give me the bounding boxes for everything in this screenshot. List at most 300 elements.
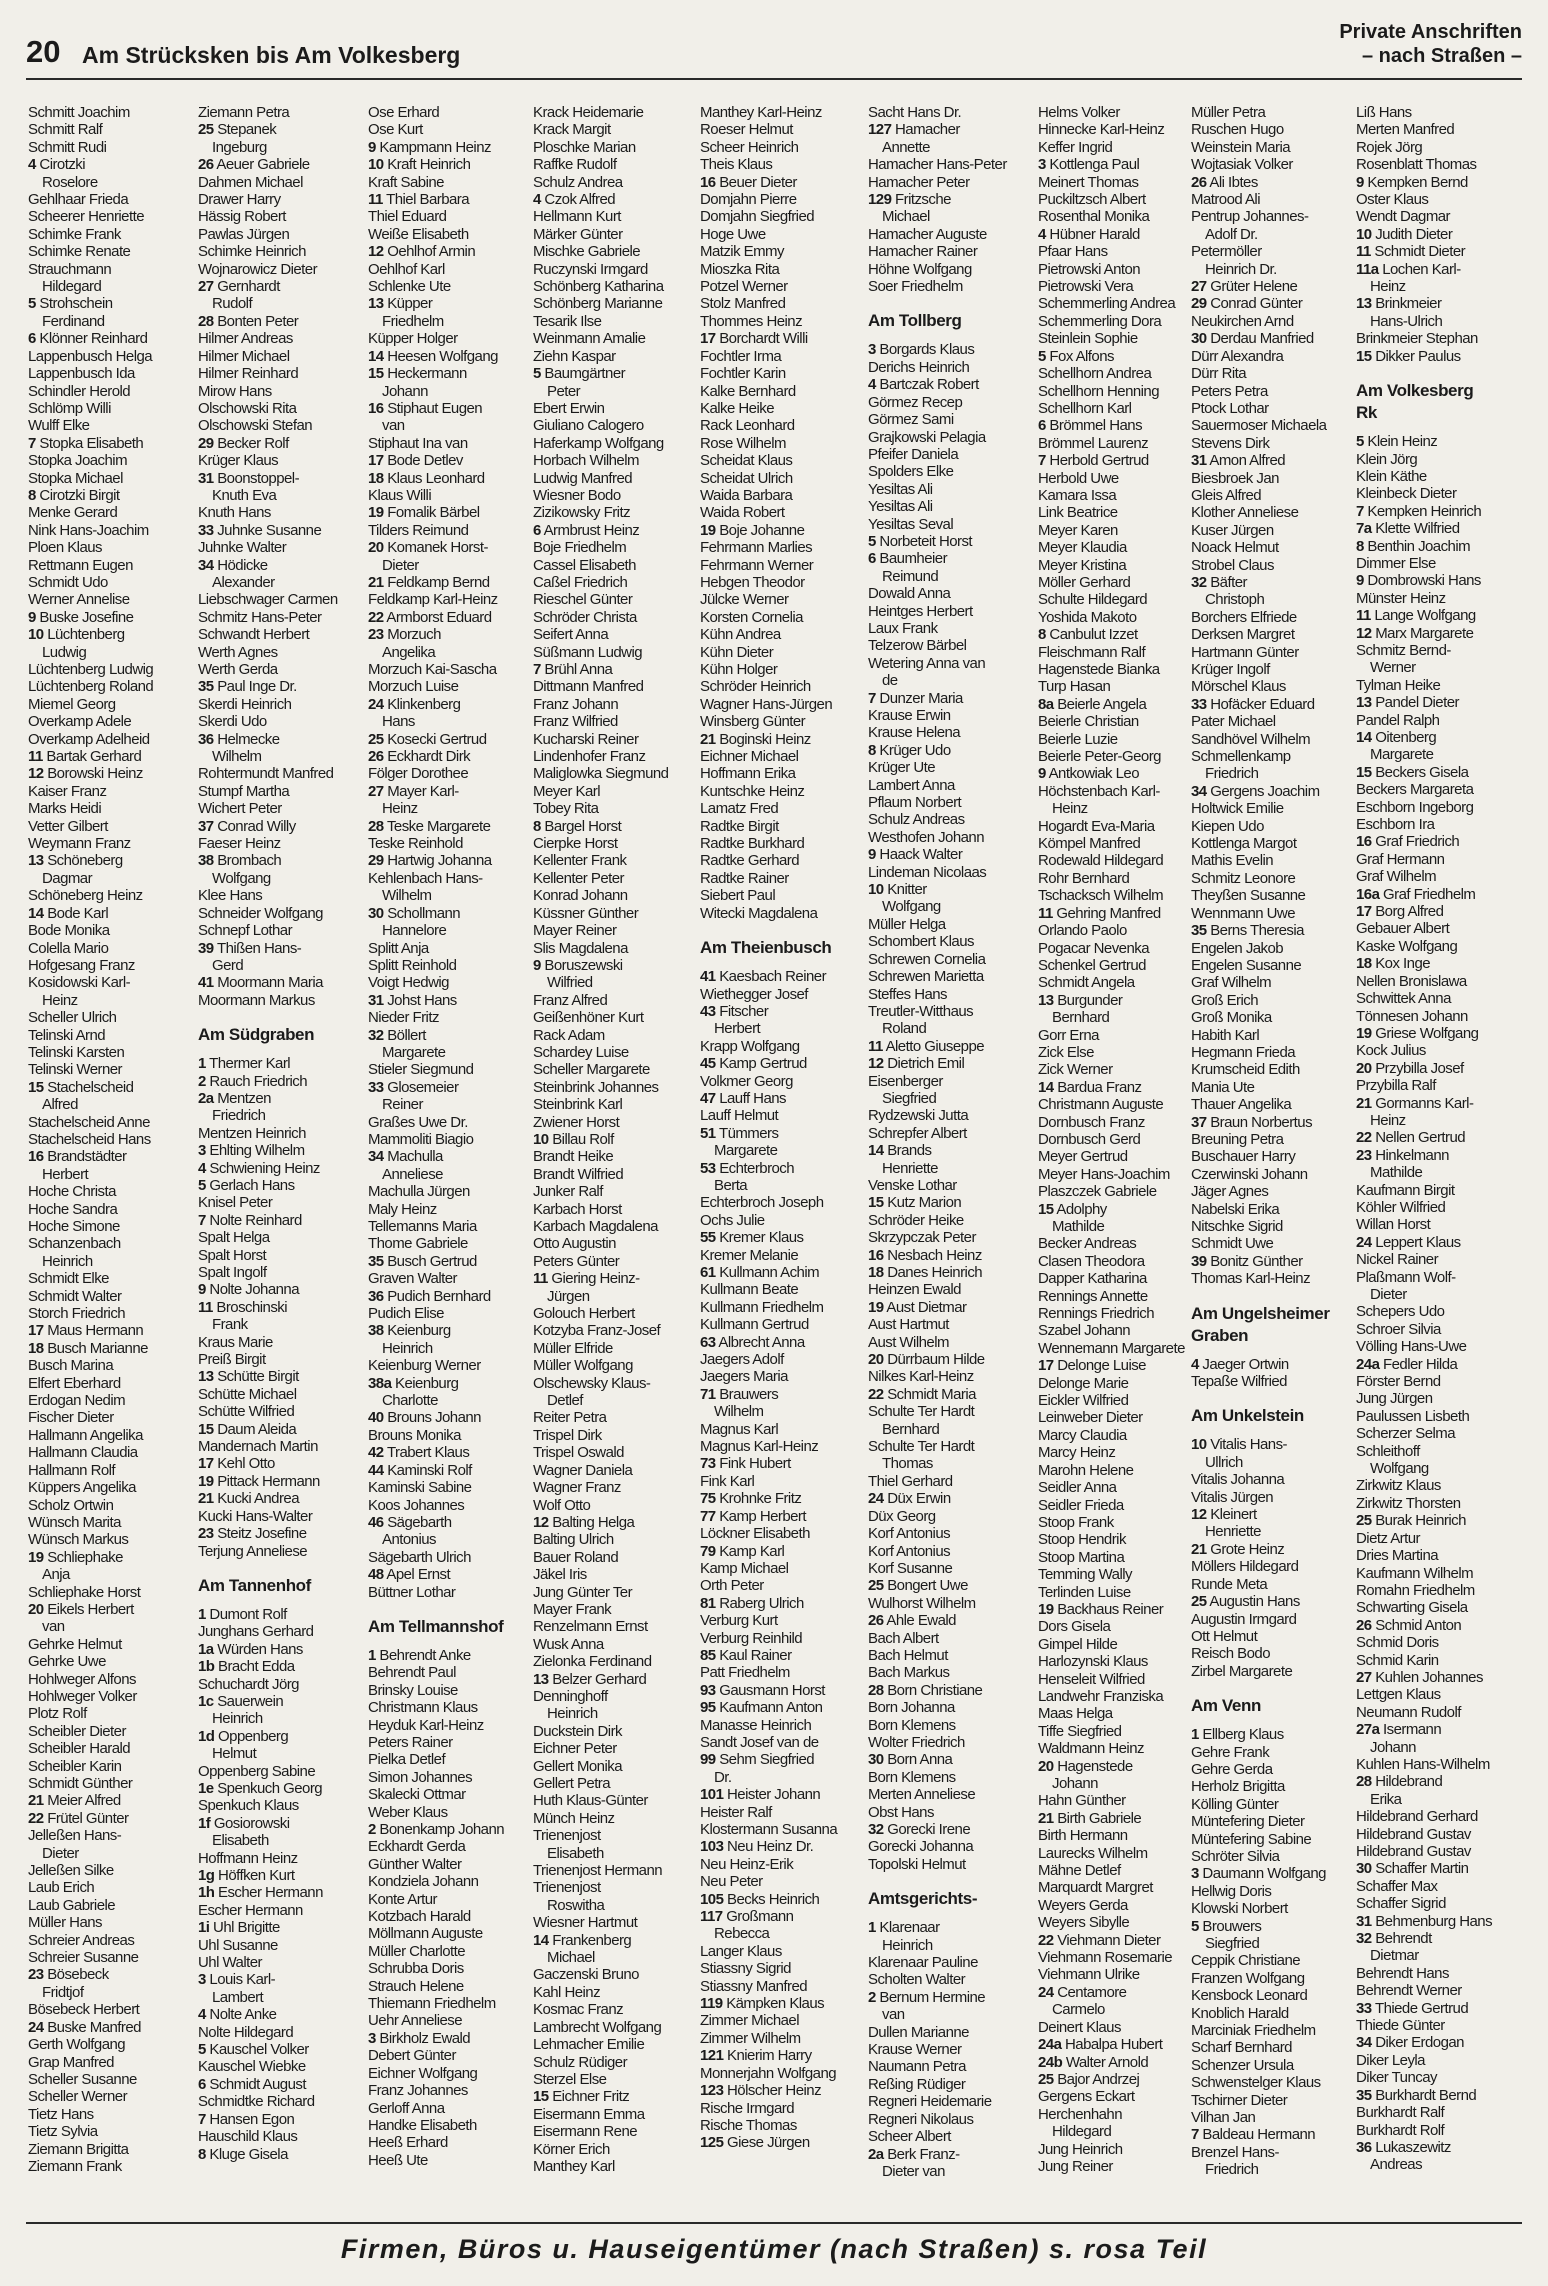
resident-name: Eschborn Ingeborg (1356, 798, 1474, 816)
resident-name: Scheer Albert (868, 2128, 951, 2146)
resident-entry (1191, 1883, 1353, 1900)
resident-name: Karbach Magdalena (533, 1218, 658, 1235)
resident-entry (868, 550, 1030, 567)
resident-entry (1191, 226, 1353, 243)
resident-name: Roeser Helmut (700, 121, 793, 139)
resident-entry (533, 678, 695, 695)
house-number: 1h (198, 1884, 215, 1902)
resident-name: Schmidt Uwe (1191, 1235, 1274, 1253)
resident-entry (1356, 572, 1518, 589)
resident-name: Schmidt Angela (1038, 974, 1135, 992)
resident-name: Machulla (387, 1148, 443, 1166)
house-number: 3 (868, 341, 876, 359)
resident-name: Beierle Angela (1057, 695, 1147, 713)
resident-name: Peters Petra (1191, 382, 1268, 400)
resident-entry (368, 1925, 530, 1942)
resident-name: Skrzypczak Peter (868, 1229, 976, 1247)
resident-name: Petermöller (1191, 243, 1262, 261)
house-number: 19 (700, 521, 716, 539)
resident-entry (700, 557, 862, 574)
resident-name: Schmid Karin (1356, 1651, 1439, 1669)
house-number: 2a (868, 2145, 884, 2163)
resident-entry (700, 435, 862, 452)
resident-name: Müller Petra (1191, 104, 1266, 121)
resident-entry (198, 1351, 360, 1368)
resident-entry (1191, 2144, 1353, 2161)
resident-name: Wennmann Uwe (1191, 904, 1296, 922)
resident-entry (700, 1351, 862, 1368)
resident-name: Hamacher Rainer (868, 243, 978, 261)
resident-entry (198, 139, 360, 156)
resident-entry (198, 661, 360, 678)
resident-entry (1191, 121, 1353, 138)
resident-entry (868, 1937, 1030, 1954)
resident-entry (700, 226, 862, 243)
house-number: 35 (1356, 2086, 1372, 2104)
resident-name: Beckers Gisela (1375, 763, 1469, 781)
resident-entry (700, 400, 862, 417)
resident-entry (1191, 940, 1353, 957)
resident-name: Erika (1370, 1790, 1402, 1808)
house-number: 26 (198, 156, 214, 174)
house-number: 13 (1356, 694, 1372, 712)
resident-entry (533, 348, 695, 365)
resident-name: Antonius (382, 1531, 436, 1549)
resident-name: Schemmerling Andrea (1038, 295, 1176, 313)
resident-entry (533, 1879, 695, 1896)
section-label (1339, 20, 1522, 68)
resident-entry (868, 2076, 1030, 2093)
resident-name: Kosidowski Karl- (28, 974, 131, 992)
resident-entry (28, 1601, 190, 1618)
resident-entry (1356, 2052, 1518, 2069)
resident-name: Christoph (1205, 591, 1265, 609)
house-number: 40 (368, 1409, 384, 1427)
resident-name: Friedrich (212, 1107, 266, 1125)
resident-entry (28, 1235, 190, 1252)
resident-entry (700, 348, 862, 365)
resident-name: Gehre Gerda (1191, 1760, 1273, 1778)
resident-name: Klother Anneliese (1191, 504, 1299, 522)
resident-entry (700, 2030, 862, 2047)
resident-name: Hagenstede (1057, 1757, 1133, 1775)
resident-name: Reiner (382, 1096, 423, 1114)
resident-name: Cirotzki Birgit (39, 486, 120, 504)
resident-name: Jaeger Ortwin (1202, 1355, 1289, 1373)
resident-entry (198, 313, 360, 330)
resident-name: Hildebrand Gerhard (1356, 1808, 1478, 1826)
resident-entry (1191, 104, 1353, 121)
resident-entry (368, 348, 530, 365)
resident-entry (368, 1340, 530, 1357)
resident-entry (198, 748, 360, 765)
house-number: 9 (533, 956, 541, 974)
resident-name: Hellmann Kurt (533, 208, 621, 226)
resident-name: Mathilde (1370, 1164, 1423, 1182)
house-number: 3 (1038, 156, 1046, 174)
resident-entry (533, 765, 695, 782)
resident-entry (868, 1734, 1030, 1751)
resident-name: Hoche Simone (28, 1218, 120, 1235)
resident-name: Hildebrand Gustav (1356, 1843, 1471, 1860)
resident-entry (1038, 504, 1200, 521)
resident-entry (1191, 1096, 1353, 1113)
resident-name: Raffke Rudolf (533, 156, 617, 174)
resident-name: Grote Heinz (1210, 1540, 1285, 1558)
house-number: 37 (1191, 1113, 1207, 1131)
resident-name: Behrendt Hans (1356, 1964, 1449, 1982)
resident-entry (1356, 1947, 1518, 1964)
resident-name: Drawer Harry (198, 191, 281, 209)
resident-entry (700, 1769, 862, 1786)
resident-name: Theyßen Susanne (1191, 887, 1306, 905)
resident-name: Moormann Maria (217, 974, 323, 992)
resident-entry (700, 870, 862, 887)
house-number: 36 (368, 1287, 384, 1305)
resident-name: Heinrich (212, 1710, 263, 1728)
resident-entry (198, 452, 360, 469)
resident-name: Jelleßen Hans- (28, 1827, 122, 1845)
resident-entry (1038, 1845, 1200, 1862)
resident-entry (868, 1020, 1030, 1037)
resident-name: Schmidt Walter (28, 1287, 122, 1305)
resident-entry (198, 243, 360, 260)
resident-entry (1356, 1547, 1518, 1564)
resident-entry (368, 1717, 530, 1734)
resident-entry (700, 1751, 862, 1768)
resident-name: Morzuch (387, 626, 441, 644)
resident-name: Wilhelm (714, 1403, 764, 1421)
resident-entry (28, 1810, 190, 1827)
house-number: 8 (198, 2145, 206, 2163)
resident-entry (1356, 2087, 1518, 2104)
resident-entry (1356, 607, 1518, 624)
resident-entry (533, 957, 695, 974)
house-number: 117 (700, 1908, 723, 1926)
resident-entry (1191, 1900, 1353, 1917)
resident-entry (368, 1392, 530, 1409)
house-number: 11 (868, 1037, 883, 1055)
resident-name: Wolf Otto (533, 1496, 591, 1514)
resident-entry (198, 1543, 360, 1560)
house-number: 33 (1356, 1999, 1372, 2017)
house-number: 6 (868, 550, 876, 568)
house-number: 20 (1038, 1757, 1054, 1775)
house-number: 7 (1356, 502, 1364, 520)
resident-entry (28, 1497, 190, 1514)
resident-name: Hebgen Theodor (700, 573, 805, 591)
resident-entry (700, 1386, 862, 1403)
resident-entry (1038, 1897, 1200, 1914)
resident-entry (1038, 1166, 1200, 1183)
resident-entry (28, 1027, 190, 1044)
resident-name: Bonten Peter (217, 312, 299, 330)
resident-name: Gimpel Hilde (1038, 1635, 1118, 1653)
resident-name: Lambert Anna (868, 776, 955, 794)
resident-name: Fink Karl (700, 1472, 755, 1490)
house-number: 27 (198, 278, 214, 296)
resident-name: Meyer Hans-Joachim (1038, 1165, 1170, 1183)
resident-entry (1038, 870, 1200, 887)
resident-name: Regneri Nikolaus (868, 2110, 974, 2128)
house-number: 15 (368, 365, 384, 383)
resident-name: Feldkamp Karl-Heinz (368, 591, 498, 609)
resident-entry (1356, 1443, 1518, 1460)
resident-name: Schmitt Joachim (28, 104, 130, 121)
resident-entry (1191, 957, 1353, 974)
resident-name: Krause Erwin (868, 707, 951, 724)
resident-name: Löckner Elisabeth (700, 1525, 810, 1543)
resident-entry (1191, 313, 1353, 330)
resident-entry (533, 1810, 695, 1827)
resident-entry (28, 2106, 190, 2123)
resident-name: Eichner Michael (700, 748, 799, 766)
house-number: 1 (368, 1646, 376, 1664)
resident-entry (198, 2024, 360, 2041)
resident-name: Karbach Horst (533, 1200, 622, 1218)
resident-entry (1191, 870, 1353, 887)
resident-name: Szabel Johann (1038, 1322, 1131, 1340)
resident-entry (1038, 1618, 1200, 1635)
resident-name: Stopka Elisabeth (39, 434, 144, 452)
resident-entry (1356, 1042, 1518, 1059)
resident-entry (1038, 1497, 1200, 1514)
resident-entry (868, 2128, 1030, 2145)
resident-entry (368, 2100, 530, 2117)
resident-name: Graf Hermann (1356, 850, 1445, 868)
resident-name: Bajor Andrzej (1057, 2070, 1140, 2088)
resident-name: Tümmers (718, 1124, 779, 1142)
resident-name: Lettgen Klaus (1356, 1686, 1441, 1704)
resident-entry (28, 121, 190, 138)
resident-entry (868, 446, 1030, 463)
resident-name: Christmann Klaus (368, 1699, 478, 1717)
resident-entry (868, 1971, 1030, 1988)
resident-entry (1191, 522, 1353, 539)
resident-name: Brandstädter (47, 1148, 127, 1166)
resident-entry (28, 765, 190, 782)
resident-name: Fox Alfons (1049, 347, 1114, 365)
resident-entry (533, 574, 695, 591)
resident-name: de (882, 672, 898, 690)
resident-name: Kucharski Reiner (533, 730, 639, 748)
resident-entry (700, 1630, 862, 1647)
resident-name: Willan Horst (1356, 1216, 1431, 1234)
resident-entry (368, 278, 530, 295)
resident-name: Wilfried (547, 974, 593, 992)
resident-entry (28, 1862, 190, 1879)
resident-entry (868, 1403, 1030, 1420)
house-number: 25 (1356, 1512, 1372, 1530)
resident-name: Neukirchen Arnd (1191, 312, 1294, 330)
house-number: 26 (868, 1612, 884, 1630)
footer-note: Firmen, Büros u. Hauseigentümer (nach Straßen) s. rosa Teil (26, 2222, 1522, 2274)
resident-entry (1038, 295, 1200, 312)
resident-entry (1038, 2123, 1200, 2140)
resident-name: Angelika (382, 643, 436, 661)
resident-name: Schmitz Leonore (1191, 869, 1296, 887)
resident-name: Schulte Hildegard (1038, 591, 1148, 609)
house-number: 125 (700, 2134, 724, 2152)
resident-entry (198, 539, 360, 556)
house-number: 18 (28, 1339, 44, 1357)
resident-name: Schardey Luise (533, 1043, 629, 1061)
resident-name: Conrad Günter (1210, 295, 1303, 313)
page-header (26, 20, 1522, 80)
resident-name: Friedrich (1205, 2161, 1259, 2179)
resident-name: Eichner Fritz (552, 2088, 630, 2106)
resident-name: Steffes Hans (868, 985, 948, 1003)
resident-name: Bach Helmut (868, 1646, 948, 1664)
resident-entry (1038, 121, 1200, 138)
resident-entry (1191, 974, 1353, 991)
resident-name: Konte Artur (368, 1890, 437, 1908)
resident-entry (28, 278, 190, 295)
resident-entry (1038, 748, 1200, 765)
resident-entry (368, 957, 530, 974)
resident-name: Dürrbaum Hilde (887, 1351, 985, 1369)
resident-entry (700, 1786, 862, 1803)
resident-entry (368, 1873, 530, 1890)
resident-name: Knuth Eva (212, 486, 277, 504)
resident-name: Ludwig Manfred (533, 469, 633, 487)
resident-entry (533, 1740, 695, 1757)
house-number: 16 (868, 1246, 884, 1264)
resident-name: Schröter Silvia (1191, 1847, 1280, 1865)
resident-name: Seidler Anna (1038, 1479, 1117, 1497)
resident-name: Wetering Anna van (868, 654, 986, 672)
resident-entry (368, 1479, 530, 1496)
resident-entry (533, 121, 695, 138)
resident-entry (868, 341, 1030, 358)
resident-name: Körner Erich (533, 2140, 610, 2158)
resident-name: Hinnecke Karl-Heinz (1038, 121, 1165, 139)
resident-name: Terlinden Luise (1038, 1583, 1131, 1601)
resident-entry (1356, 1408, 1518, 1425)
house-number: 21 (368, 573, 384, 591)
resident-entry (1356, 1008, 1518, 1025)
resident-entry (868, 1717, 1030, 1734)
resident-entry (1191, 2005, 1353, 2022)
resident-name: Telinski Werner (28, 1061, 123, 1079)
resident-name: Neumann Rudolf (1356, 1703, 1461, 1721)
resident-entry (1038, 330, 1200, 347)
house-number: 121 (700, 2047, 724, 2065)
resident-entry (1038, 591, 1200, 608)
house-number: 16 (1356, 833, 1372, 851)
resident-entry (368, 1427, 530, 1444)
resident-entry (198, 1693, 360, 1710)
resident-entry (533, 1775, 695, 1792)
resident-entry (1038, 992, 1200, 1009)
resident-entry (1038, 452, 1200, 469)
resident-entry (368, 818, 530, 835)
resident-entry (198, 1090, 360, 1107)
resident-entry (1356, 642, 1518, 659)
resident-name: Obst Hans (868, 1803, 934, 1821)
house-number: 29 (198, 434, 214, 452)
resident-name: Wendt Dagmar (1356, 208, 1450, 226)
resident-entry (533, 1340, 695, 1357)
resident-entry (198, 1832, 360, 1849)
house-number: 38 (368, 1322, 384, 1340)
resident-name: Spenkuch Klaus (198, 1797, 299, 1815)
house-number: 18 (368, 469, 384, 487)
resident-name: Marx Margarete (1375, 624, 1474, 642)
resident-entry (368, 1549, 530, 1566)
resident-entry (700, 1699, 862, 1716)
resident-name: Tietz Sylvia (28, 2123, 98, 2141)
resident-name: Schellhorn Karl (1038, 399, 1132, 417)
house-number: 25 (1191, 1593, 1207, 1611)
resident-entry (28, 1845, 190, 1862)
resident-entry (1191, 174, 1353, 191)
house-number: 26 (368, 748, 384, 766)
resident-name: Gormanns Karl- (1375, 1094, 1474, 1112)
resident-name: Hoffmann Heinz (198, 1849, 298, 1867)
resident-entry (700, 1838, 862, 1855)
house-number: 44 (368, 1461, 384, 1479)
resident-entry (868, 2058, 1030, 2075)
resident-entry (1038, 609, 1200, 626)
resident-name: Margarete (1370, 746, 1434, 764)
house-number: 24 (368, 695, 384, 713)
resident-entry (1191, 2057, 1353, 2074)
resident-entry (28, 1201, 190, 1218)
resident-entry (198, 226, 360, 243)
resident-name: Henseleit Wilfried (1038, 1670, 1145, 1688)
resident-name: Kaske Wolfgang (1356, 937, 1458, 955)
resident-entry (1191, 1506, 1353, 1523)
house-number: 22 (28, 1809, 44, 1827)
house-number: 14 (868, 1142, 884, 1160)
resident-name: Ali Ibtes (1209, 173, 1258, 191)
resident-entry (1191, 1663, 1353, 1680)
resident-entry (28, 748, 190, 765)
resident-entry (1038, 2001, 1200, 2018)
resident-entry (868, 777, 1030, 794)
resident-name: Hofgesang Franz (28, 956, 135, 974)
resident-name: Laub Erich (28, 1879, 95, 1897)
resident-name: Erdogan Nedim (28, 1392, 126, 1410)
resident-entry (368, 191, 530, 208)
resident-name: Ziemann Frank (28, 2157, 122, 2175)
resident-name: Bracht Edda (218, 1658, 295, 1676)
resident-entry (700, 1281, 862, 1298)
resident-name: Echterbroch Joseph (700, 1194, 824, 1212)
resident-entry (533, 1723, 695, 1740)
resident-entry (198, 295, 360, 312)
house-number: 129 (868, 191, 892, 209)
resident-entry (868, 1438, 1030, 1455)
resident-entry (28, 2123, 190, 2140)
resident-entry (1356, 764, 1518, 781)
resident-name: Bach Albert (868, 1629, 939, 1647)
resident-name: Bongert Uwe (887, 1577, 968, 1595)
resident-name: Sacht Hans Dr. (868, 104, 962, 121)
resident-name: Wolter Friedrich (868, 1733, 965, 1751)
resident-name: Müntefering Dieter (1191, 1813, 1305, 1831)
resident-name: Konrad Johann (533, 887, 628, 905)
resident-name: Uhl Brigitte (213, 1919, 280, 1937)
resident-entry (1038, 835, 1200, 852)
resident-entry (28, 1096, 190, 1113)
resident-entry (198, 852, 360, 869)
resident-name: Dieter (382, 556, 419, 574)
resident-entry (700, 1090, 862, 1107)
street-heading: Am Unkelstein (1191, 1406, 1304, 1426)
resident-entry (533, 818, 695, 835)
